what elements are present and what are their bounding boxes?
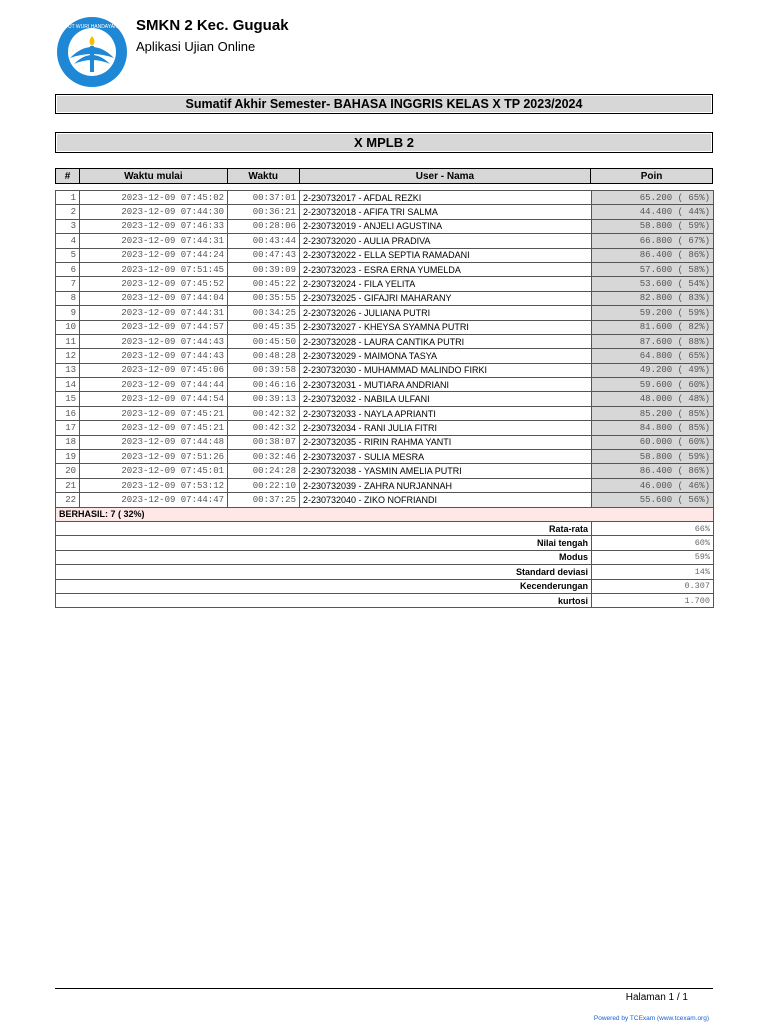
- row-user-name: 2-230732022 - ELLA SEPTIA RAMADANI: [300, 248, 592, 262]
- row-number: 4: [56, 234, 80, 248]
- row-duration: 00:34:25: [228, 306, 300, 320]
- row-score: 87.600 ( 88%): [592, 334, 714, 348]
- row-score: 86.400 ( 86%): [592, 464, 714, 478]
- row-duration: 00:36:21: [228, 205, 300, 219]
- tut-wuri-handayani-logo-icon: [56, 16, 128, 88]
- row-number: 7: [56, 277, 80, 291]
- row-user-name: 2-230732030 - MUHAMMAD MALINDO FIRKI: [300, 363, 592, 377]
- column-header-score: Poin: [591, 169, 713, 184]
- powered-by-link[interactable]: Powered by TCExam (www.tcexam.org): [593, 1015, 709, 1022]
- row-score: 48.000 ( 48%): [592, 392, 714, 406]
- column-header-start-time: Waktu mulai: [79, 169, 227, 184]
- row-score: 49.200 ( 49%): [592, 363, 714, 377]
- stat-row: [56, 579, 714, 593]
- row-number: 12: [56, 349, 80, 363]
- stat-value: 59%: [592, 550, 714, 564]
- row-score: 46.000 ( 46%): [592, 478, 714, 492]
- stat-label: kurtosi: [56, 593, 592, 607]
- row-duration: 00:45:22: [228, 277, 300, 291]
- row-user-name: 2-230732031 - MUTIARA ANDRIANI: [300, 378, 592, 392]
- table-row: [56, 219, 714, 233]
- row-user-name: 2-230732037 - SULIA MESRA: [300, 450, 592, 464]
- row-number: 14: [56, 378, 80, 392]
- row-score: 55.600 ( 56%): [592, 493, 714, 507]
- row-duration: 00:42:32: [228, 421, 300, 435]
- table-row: [56, 306, 714, 320]
- stat-value: 0.307: [592, 579, 714, 593]
- row-user-name: 2-230732029 - MAIMONA TASYA: [300, 349, 592, 363]
- row-start-time: 2023-12-09 07:44:54: [80, 392, 228, 406]
- row-start-time: 2023-12-09 07:45:52: [80, 277, 228, 291]
- row-duration: 00:24:28: [228, 464, 300, 478]
- table-row: [56, 234, 714, 248]
- table-row: [56, 450, 714, 464]
- table-row: [56, 191, 714, 205]
- stat-label: Kecenderungan: [56, 579, 592, 593]
- row-score: 44.400 ( 44%): [592, 205, 714, 219]
- row-user-name: 2-230732027 - KHEYSA SYAMNA PUTRI: [300, 320, 592, 334]
- row-start-time: 2023-12-09 07:44:47: [80, 493, 228, 507]
- row-score: 58.800 ( 59%): [592, 450, 714, 464]
- row-user-name: 2-230732040 - ZIKO NOFRIANDI: [300, 493, 592, 507]
- stat-row: [56, 550, 714, 564]
- row-score: 60.000 ( 60%): [592, 435, 714, 449]
- row-number: 15: [56, 392, 80, 406]
- row-score: 81.600 ( 82%): [592, 320, 714, 334]
- stat-value: 1.700: [592, 593, 714, 607]
- row-duration: 00:43:44: [228, 234, 300, 248]
- row-number: 18: [56, 435, 80, 449]
- row-number: 1: [56, 191, 80, 205]
- class-banner: X MPLB 2: [55, 132, 713, 153]
- row-score: 85.200 ( 85%): [592, 406, 714, 420]
- column-header-number: #: [56, 169, 80, 184]
- test-title-banner: Sumatif Akhir Semester- BAHASA INGGRIS KELAS X TP 2023/2024: [55, 94, 713, 114]
- stat-row: [56, 521, 714, 535]
- row-number: 5: [56, 248, 80, 262]
- stat-value: 66%: [592, 521, 714, 535]
- row-number: 21: [56, 478, 80, 492]
- row-number: 13: [56, 363, 80, 377]
- row-number: 2: [56, 205, 80, 219]
- stat-label: Standard deviasi: [56, 565, 592, 579]
- row-user-name: 2-230732018 - AFIFA TRI SALMA: [300, 205, 592, 219]
- row-start-time: 2023-12-09 07:51:26: [80, 450, 228, 464]
- row-number: 8: [56, 291, 80, 305]
- row-duration: 00:37:01: [228, 191, 300, 205]
- row-user-name: 2-230732033 - NAYLA APRIANTI: [300, 406, 592, 420]
- row-start-time: 2023-12-09 07:51:45: [80, 262, 228, 276]
- row-user-name: 2-230732038 - YASMIN AMELIA PUTRI: [300, 464, 592, 478]
- row-user-name: 2-230732032 - NABILA ULFANI: [300, 392, 592, 406]
- stat-label: Rata-rata: [56, 521, 592, 535]
- row-start-time: 2023-12-09 07:44:31: [80, 234, 228, 248]
- table-row: [56, 205, 714, 219]
- row-user-name: 2-230732025 - GIFAJRI MAHARANY: [300, 291, 592, 305]
- row-number: 3: [56, 219, 80, 233]
- row-user-name: 2-230732028 - LAURA CANTIKA PUTRI: [300, 334, 592, 348]
- stat-value: 14%: [592, 565, 714, 579]
- table-row: [56, 334, 714, 348]
- row-number: 10: [56, 320, 80, 334]
- row-duration: 00:39:09: [228, 262, 300, 276]
- page-number: Halaman 1 / 1: [625, 992, 688, 1003]
- row-start-time: 2023-12-09 07:44:44: [80, 378, 228, 392]
- row-user-name: 2-230732039 - ZAHRA NURJANNAH: [300, 478, 592, 492]
- row-duration: 00:48:28: [228, 349, 300, 363]
- row-number: 16: [56, 406, 80, 420]
- row-start-time: 2023-12-09 07:46:33: [80, 219, 228, 233]
- row-user-name: 2-230732023 - ESRA ERNA YUMELDA: [300, 262, 592, 276]
- row-number: 11: [56, 334, 80, 348]
- row-number: 17: [56, 421, 80, 435]
- row-user-name: 2-230732026 - JULIANA PUTRI: [300, 306, 592, 320]
- row-score: 53.600 ( 54%): [592, 277, 714, 291]
- row-score: 82.800 ( 83%): [592, 291, 714, 305]
- row-duration: 00:38:07: [228, 435, 300, 449]
- results-table-header: [55, 168, 713, 184]
- row-user-name: 2-230732024 - FILA YELITA: [300, 277, 592, 291]
- row-start-time: 2023-12-09 07:45:21: [80, 406, 228, 420]
- row-score: 64.800 ( 65%): [592, 349, 714, 363]
- table-row: [56, 262, 714, 276]
- row-number: 6: [56, 262, 80, 276]
- row-score: 59.600 ( 60%): [592, 378, 714, 392]
- row-duration: 00:47:43: [228, 248, 300, 262]
- row-start-time: 2023-12-09 07:44:04: [80, 291, 228, 305]
- row-score: 59.200 ( 59%): [592, 306, 714, 320]
- row-duration: 00:22:10: [228, 478, 300, 492]
- row-start-time: 2023-12-09 07:44:43: [80, 334, 228, 348]
- column-header-duration: Waktu: [227, 169, 299, 184]
- berhasil-summary: BERHASIL: 7 ( 32%): [56, 507, 714, 521]
- row-duration: 00:35:55: [228, 291, 300, 305]
- row-score: 84.800 ( 85%): [592, 421, 714, 435]
- stat-row: [56, 536, 714, 550]
- row-duration: 00:42:32: [228, 406, 300, 420]
- table-row: [56, 435, 714, 449]
- stat-row: [56, 593, 714, 607]
- row-score: 57.600 ( 58%): [592, 262, 714, 276]
- stat-row: [56, 565, 714, 579]
- row-user-name: 2-230732034 - RANI JULIA FITRI: [300, 421, 592, 435]
- row-score: 58.800 ( 59%): [592, 219, 714, 233]
- row-start-time: 2023-12-09 07:44:31: [80, 306, 228, 320]
- row-duration: 00:45:35: [228, 320, 300, 334]
- table-row: [56, 493, 714, 507]
- stat-label: Modus: [56, 550, 592, 564]
- row-start-time: 2023-12-09 07:44:30: [80, 205, 228, 219]
- row-user-name: 2-230732035 - RIRIN RAHMA YANTI: [300, 435, 592, 449]
- table-row: [56, 349, 714, 363]
- row-start-time: 2023-12-09 07:44:24: [80, 248, 228, 262]
- table-row: [56, 478, 714, 492]
- row-duration: 00:45:50: [228, 334, 300, 348]
- results-table: [55, 190, 714, 608]
- row-start-time: 2023-12-09 07:44:48: [80, 435, 228, 449]
- school-name: SMKN 2 Kec. Guguak: [136, 17, 289, 34]
- row-duration: 00:39:58: [228, 363, 300, 377]
- table-row: [56, 378, 714, 392]
- row-number: 9: [56, 306, 80, 320]
- row-start-time: 2023-12-09 07:53:12: [80, 478, 228, 492]
- row-duration: 00:28:06: [228, 219, 300, 233]
- table-row: [56, 464, 714, 478]
- table-row: [56, 421, 714, 435]
- row-number: 22: [56, 493, 80, 507]
- table-row: [56, 406, 714, 420]
- row-duration: 00:37:25: [228, 493, 300, 507]
- stat-label: Nilai tengah: [56, 536, 592, 550]
- row-start-time: 2023-12-09 07:45:02: [80, 191, 228, 205]
- row-duration: 00:39:13: [228, 392, 300, 406]
- footer-divider: [55, 988, 713, 989]
- row-start-time: 2023-12-09 07:44:43: [80, 349, 228, 363]
- row-start-time: 2023-12-09 07:45:01: [80, 464, 228, 478]
- row-number: 20: [56, 464, 80, 478]
- table-row: [56, 392, 714, 406]
- row-start-time: 2023-12-09 07:44:57: [80, 320, 228, 334]
- row-duration: 00:46:16: [228, 378, 300, 392]
- row-score: 65.200 ( 65%): [592, 191, 714, 205]
- row-score: 86.400 ( 86%): [592, 248, 714, 262]
- table-row: [56, 248, 714, 262]
- table-row: [56, 291, 714, 305]
- svg-text:TUT WURI HANDAYANI: TUT WURI HANDAYANI: [64, 24, 120, 30]
- table-row: [56, 277, 714, 291]
- row-start-time: 2023-12-09 07:45:21: [80, 421, 228, 435]
- row-duration: 00:32:46: [228, 450, 300, 464]
- row-score: 66.800 ( 67%): [592, 234, 714, 248]
- row-number: 19: [56, 450, 80, 464]
- row-start-time: 2023-12-09 07:45:06: [80, 363, 228, 377]
- table-row: [56, 363, 714, 377]
- stat-value: 60%: [592, 536, 714, 550]
- row-user-name: 2-230732017 - AFDAL REZKI: [300, 191, 592, 205]
- row-user-name: 2-230732020 - AULIA PRADIVA: [300, 234, 592, 248]
- table-row: [56, 320, 714, 334]
- row-user-name: 2-230732019 - ANJELI AGUSTINA: [300, 219, 592, 233]
- column-header-user-name: User - Nama: [299, 169, 591, 184]
- berhasil-row: [56, 507, 714, 521]
- app-name: Aplikasi Ujian Online: [136, 39, 256, 54]
